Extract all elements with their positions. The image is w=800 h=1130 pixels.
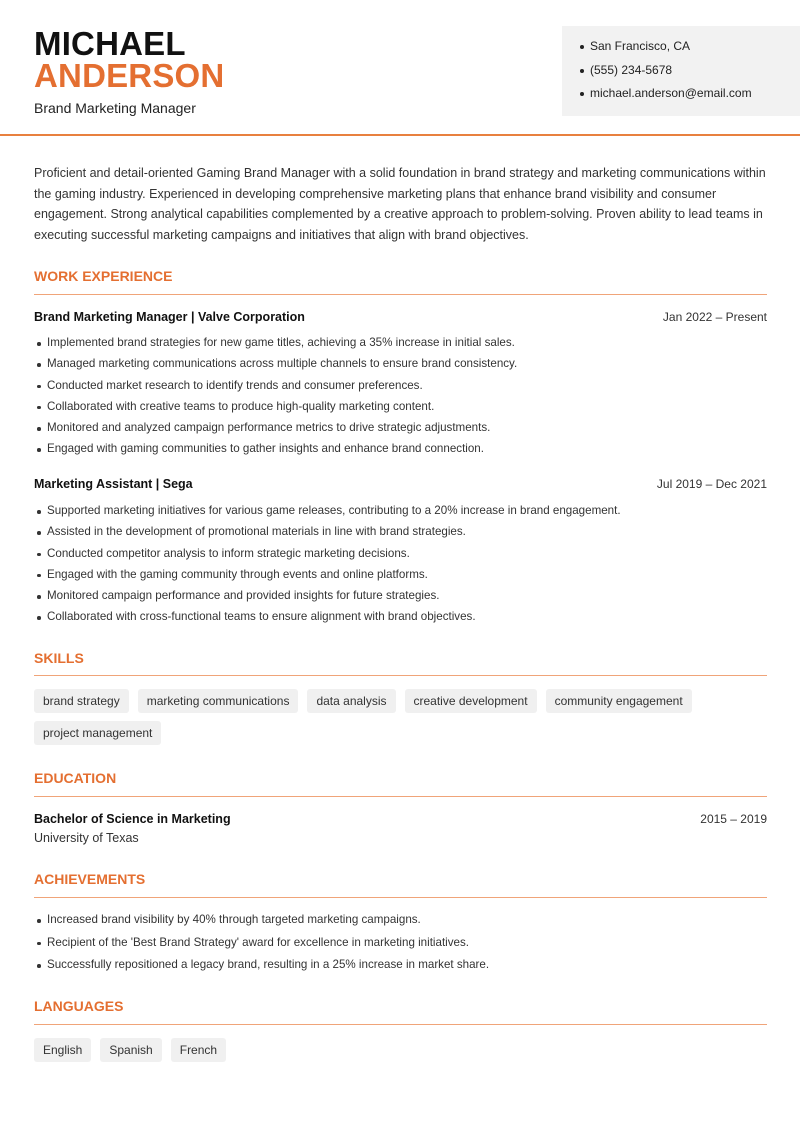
contact-email[interactable]: michael.anderson@email.com <box>590 86 800 110</box>
contact-box <box>562 26 800 116</box>
skill-tag: marketing communications <box>138 689 299 713</box>
job-role: Brand Marketing Manager | Valve Corporation <box>34 310 305 324</box>
work-experience-heading: WORK EXPERIENCE <box>34 268 173 284</box>
education-entry-header <box>34 812 767 826</box>
list-item: Collaborated with creative teams to produce high-quality marketing content. <box>47 400 767 421</box>
education-dates: 2015 – 2019 <box>700 812 767 826</box>
languages-list <box>34 1038 767 1062</box>
list-item: Implemented brand strategies for new game titles, achieving a 35% increase in initial sales. <box>47 336 767 357</box>
job-role: Marketing Assistant | Sega <box>34 477 193 491</box>
list-item: Successfully repositioned a legacy brand, resulting in a 25% increase in market share. <box>47 958 767 981</box>
language-tag: English <box>34 1038 91 1062</box>
contact-location: San Francisco, CA <box>590 39 800 63</box>
list-item: Conducted competitor analysis to inform strategic marketing decisions. <box>47 547 767 568</box>
list-item: Engaged with the gaming community through events and online platforms. <box>47 568 767 589</box>
job-bullets <box>47 336 767 464</box>
degree: Bachelor of Science in Marketing <box>34 812 231 826</box>
list-item: Managed marketing communications across multiple channels to ensure brand consistency. <box>47 357 767 378</box>
job-title: Brand Marketing Manager <box>34 100 196 116</box>
language-tag: French <box>171 1038 226 1062</box>
list-item: Monitored and analyzed campaign performance metrics to drive strategic adjustments. <box>47 421 767 442</box>
skills-list <box>34 689 767 745</box>
skills-heading: SKILLS <box>34 650 84 666</box>
skill-tag: brand strategy <box>34 689 129 713</box>
languages-heading: LANGUAGES <box>34 998 124 1014</box>
skill-tag: community engagement <box>546 689 692 713</box>
skill-tag: creative development <box>405 689 537 713</box>
section-divider <box>34 1024 767 1025</box>
job-entry-header <box>34 310 767 324</box>
section-divider <box>34 796 767 797</box>
list-item: Supported marketing initiatives for various game releases, contributing to a 20% increase in brand engagement. <box>47 504 767 525</box>
achievements-heading: ACHIEVEMENTS <box>34 871 146 887</box>
first-name: MICHAEL <box>34 25 186 62</box>
list-item: Increased brand visibility by 40% through targeted marketing campaigns. <box>47 913 767 936</box>
list-item: Monitored campaign performance and provided insights for future strategies. <box>47 589 767 610</box>
list-item: Assisted in the development of promotional materials in line with brand strategies. <box>47 525 767 546</box>
job-entry-header <box>34 477 767 491</box>
list-item: Conducted market research to identify trends and consumer preferences. <box>47 379 767 400</box>
job-bullets <box>47 504 767 632</box>
section-divider <box>34 897 767 898</box>
education-heading: EDUCATION <box>34 770 117 786</box>
list-item: Collaborated with cross-functional teams to ensure alignment with brand objectives. <box>47 610 767 631</box>
profile-summary: Proficient and detail-oriented Gaming Brand Manager with a solid foundation in brand strategy and marketing communications within the gaming industry. Experienced in developing comprehensive marketing plans that enhance brand visibility and consumer engagement. Strong analytical capabilities complemented by a creative approach to problem-solving. Proven ability to lead teams in executing successful marketing campaigns and initiatives that align with brand objectives. <box>34 166 766 243</box>
achievements-list <box>47 913 767 981</box>
skill-tag: project management <box>34 721 161 745</box>
language-tag: Spanish <box>100 1038 161 1062</box>
skill-tag: data analysis <box>307 689 395 713</box>
section-divider <box>34 675 767 676</box>
job-dates: Jul 2019 – Dec 2021 <box>656 477 767 491</box>
last-name: ANDERSON <box>34 57 225 94</box>
list-item: Engaged with gaming communities to gather insights and enhance brand connection. <box>47 442 767 463</box>
school-name: University of Texas <box>34 831 139 845</box>
contact-phone: (555) 234-5678 <box>590 63 800 87</box>
resume-header <box>0 0 800 136</box>
job-dates: Jan 2022 – Present <box>662 310 767 324</box>
section-divider <box>34 294 767 295</box>
list-item: Recipient of the 'Best Brand Strategy' award for excellence in marketing initiatives. <box>47 936 767 959</box>
